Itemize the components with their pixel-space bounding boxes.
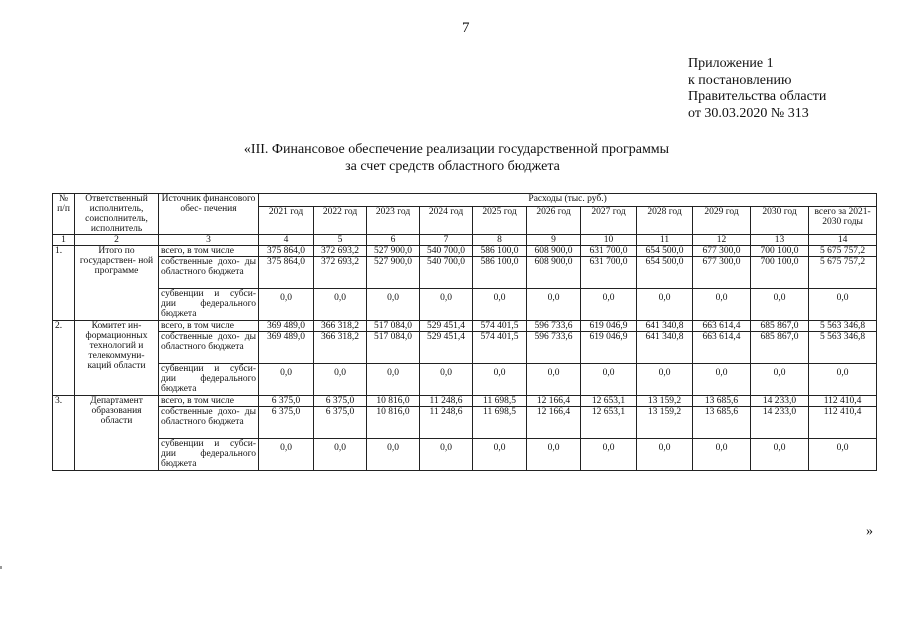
header-responsible: Ответственный исполнитель, соисполнитель, исполнитель (75, 194, 159, 235)
expense-value: 517 084,0 (367, 321, 420, 332)
expense-value: 5 675 757,2 (809, 257, 877, 289)
title-line: за счет средств областного бюджета (345, 159, 560, 174)
appendix-line: к постановлению (688, 72, 792, 88)
expense-value: 0,0 (527, 289, 581, 321)
expense-value: 574 401,5 (473, 332, 527, 364)
header-year: 2025 год (473, 207, 527, 235)
header-year: 2027 год (581, 207, 637, 235)
expense-value: 685 867,0 (751, 321, 809, 332)
expense-value: 0,0 (693, 364, 751, 396)
header-source: Источник финансового обес- печения (159, 194, 259, 235)
expense-value: 372 693,2 (314, 246, 367, 257)
expense-value: 6 375,0 (259, 396, 314, 407)
column-number: 9 (527, 235, 581, 246)
expense-value: 0,0 (637, 289, 693, 321)
column-number: 6 (367, 235, 420, 246)
expense-value: 12 653,1 (581, 396, 637, 407)
expense-value: 12 166,4 (527, 396, 581, 407)
expense-value: 0,0 (581, 289, 637, 321)
expense-value: 13 685,6 (693, 396, 751, 407)
funding-source: собственные дохо- ды областного бюджета (159, 332, 259, 364)
header-year: 2023 год (367, 207, 420, 235)
table-row (53, 439, 877, 471)
expense-value: 0,0 (367, 364, 420, 396)
table-row (53, 321, 877, 332)
page-number: 7 (462, 20, 470, 36)
column-number: 4 (259, 235, 314, 246)
expense-value: 0,0 (314, 289, 367, 321)
table-row (53, 332, 877, 364)
expense-value: 596 733,6 (527, 321, 581, 332)
table-row (53, 407, 877, 439)
expense-value: 0,0 (473, 364, 527, 396)
expense-value: 0,0 (693, 439, 751, 471)
header-year: 2024 год (420, 207, 473, 235)
column-number: 2 (75, 235, 159, 246)
expense-value: 369 489,0 (259, 321, 314, 332)
expense-value: 11 248,6 (420, 407, 473, 439)
column-number: 7 (420, 235, 473, 246)
expense-value: 0,0 (751, 289, 809, 321)
column-number: 14 (809, 235, 877, 246)
expense-value: 586 100,0 (473, 246, 527, 257)
expense-value: 0,0 (809, 289, 877, 321)
expense-value: 0,0 (473, 439, 527, 471)
funding-source: субвенции и субси- дии федерального бюджета (159, 289, 259, 321)
expense-value: 0,0 (527, 364, 581, 396)
table-row (53, 289, 877, 321)
title-line: «III. Финансовое обеспечение реализации государственной программы (243, 142, 670, 157)
responsible-executor: Департамент образования области (75, 396, 159, 471)
appendix-line: Приложение 1 (688, 56, 774, 71)
table-row (53, 396, 877, 407)
expense-value: 0,0 (420, 439, 473, 471)
expense-value: 0,0 (581, 364, 637, 396)
column-number: 5 (314, 235, 367, 246)
expense-value: 529 451,4 (420, 332, 473, 364)
expense-value: 663 614,4 (693, 332, 751, 364)
expense-value: 0,0 (637, 439, 693, 471)
expense-value: 5 563 346,8 (809, 332, 877, 364)
expense-value: 10 816,0 (367, 407, 420, 439)
expense-value: 574 401,5 (473, 321, 527, 332)
expense-value: 0,0 (473, 289, 527, 321)
header-year: 2021 год (259, 207, 314, 235)
expense-value: 631 700,0 (581, 246, 637, 257)
header-year: 2026 год (527, 207, 581, 235)
expense-value: 619 046,9 (581, 332, 637, 364)
expense-value: 13 685,6 (693, 407, 751, 439)
expense-value: 663 614,4 (693, 321, 751, 332)
expense-value: 677 300,0 (693, 246, 751, 257)
expense-value: 0,0 (314, 364, 367, 396)
header-year: 2028 год (637, 207, 693, 235)
funding-source: всего, в том числе (159, 246, 259, 257)
expense-value: 10 816,0 (367, 396, 420, 407)
expense-value: 596 733,6 (527, 332, 581, 364)
expense-value: 0,0 (809, 439, 877, 471)
expense-value: 0,0 (809, 364, 877, 396)
expense-value: 540 700,0 (420, 257, 473, 289)
expense-value: 0,0 (259, 439, 314, 471)
expense-value: 0,0 (420, 364, 473, 396)
expense-value: 654 500,0 (637, 246, 693, 257)
expense-value: 654 500,0 (637, 257, 693, 289)
header-year: 2029 год (693, 207, 751, 235)
expense-value: 608 900,0 (527, 257, 581, 289)
expense-value: 6 375,0 (259, 407, 314, 439)
expense-value: 14 233,0 (751, 407, 809, 439)
expense-value: 631 700,0 (581, 257, 637, 289)
expense-value: 12 653,1 (581, 407, 637, 439)
expense-value: 619 046,9 (581, 321, 637, 332)
expense-value: 641 340,8 (637, 332, 693, 364)
expense-value: 0,0 (581, 439, 637, 471)
column-number: 3 (159, 235, 259, 246)
expense-value: 685 867,0 (751, 332, 809, 364)
expense-value: 527 900,0 (367, 246, 420, 257)
expense-value: 0,0 (527, 439, 581, 471)
expense-value: 608 900,0 (527, 246, 581, 257)
expense-value: 0,0 (693, 289, 751, 321)
expense-value: 366 318,2 (314, 332, 367, 364)
expense-value: 372 693,2 (314, 257, 367, 289)
expense-value: 14 233,0 (751, 396, 809, 407)
funding-source: собственные дохо- ды областного бюджета (159, 257, 259, 289)
header-number: № п/п (53, 194, 75, 235)
row-number: 1. (53, 246, 75, 321)
column-number: 12 (693, 235, 751, 246)
table-row (53, 246, 877, 257)
expense-value: 13 159,2 (637, 407, 693, 439)
expense-value: 517 084,0 (367, 332, 420, 364)
funding-source: всего, в том числе (159, 396, 259, 407)
column-number: 13 (751, 235, 809, 246)
expense-value: 6 375,0 (314, 407, 367, 439)
expense-value: 641 340,8 (637, 321, 693, 332)
funding-source: субвенции и субси- дии федерального бюджета (159, 364, 259, 396)
expense-value: 0,0 (259, 364, 314, 396)
funding-source: собственные дохо- ды областного бюджета (159, 407, 259, 439)
expense-value: 527 900,0 (367, 257, 420, 289)
expense-value: 13 159,2 (637, 396, 693, 407)
expense-value: 0,0 (367, 439, 420, 471)
appendix-date-line: от 30.03.2020 № 313 (688, 105, 809, 121)
expense-value: 112 410,4 (809, 407, 877, 439)
expense-value: 677 300,0 (693, 257, 751, 289)
expense-value: 112 410,4 (809, 396, 877, 407)
funding-source: всего, в том числе (159, 321, 259, 332)
expense-value: 529 451,4 (420, 321, 473, 332)
expense-value: 0,0 (751, 439, 809, 471)
responsible-executor: Комитет ин- формационных технологий и телекоммуни- каций области (75, 321, 159, 396)
expense-value: 369 489,0 (259, 332, 314, 364)
appendix-block (688, 56, 826, 122)
expense-value: 540 700,0 (420, 246, 473, 257)
expense-value: 0,0 (420, 289, 473, 321)
column-number: 11 (637, 235, 693, 246)
row-number: 2. (53, 321, 75, 396)
expense-value: 375 864,0 (259, 246, 314, 257)
row-number: 3. (53, 396, 75, 471)
section-title (0, 141, 905, 175)
expense-value: 11 698,5 (473, 407, 527, 439)
closing-quote: » (866, 524, 873, 539)
header-year: 2022 год (314, 207, 367, 235)
financing-table (52, 193, 877, 471)
scan-edge-mark (0, 566, 2, 569)
expense-value: 0,0 (637, 364, 693, 396)
funding-source: субвенции и субси- дии федерального бюджета (159, 439, 259, 471)
expense-value: 5 563 346,8 (809, 321, 877, 332)
expense-value: 700 100,0 (751, 257, 809, 289)
table-row (53, 364, 877, 396)
expense-value: 0,0 (367, 289, 420, 321)
expense-value: 586 100,0 (473, 257, 527, 289)
header-year: всего за 2021-2030 годы (809, 207, 877, 235)
expense-value: 0,0 (259, 289, 314, 321)
expense-value: 366 318,2 (314, 321, 367, 332)
expense-value: 0,0 (751, 364, 809, 396)
column-number: 1 (53, 235, 75, 246)
expense-value: 12 166,4 (527, 407, 581, 439)
expense-value: 700 100,0 (751, 246, 809, 257)
expense-value: 0,0 (314, 439, 367, 471)
header-expenses: Расходы (тыс. руб.) (259, 194, 877, 207)
responsible-executor: Итого по государствен- ной программе (75, 246, 159, 321)
expense-value: 6 375,0 (314, 396, 367, 407)
column-number: 8 (473, 235, 527, 246)
header-year: 2030 год (751, 207, 809, 235)
expense-value: 5 675 757,2 (809, 246, 877, 257)
expense-value: 11 248,6 (420, 396, 473, 407)
column-number: 10 (581, 235, 637, 246)
appendix-line: Правительства области (688, 89, 827, 104)
expense-value: 375 864,0 (259, 257, 314, 289)
expense-value: 11 698,5 (473, 396, 527, 407)
table-row (53, 257, 877, 289)
